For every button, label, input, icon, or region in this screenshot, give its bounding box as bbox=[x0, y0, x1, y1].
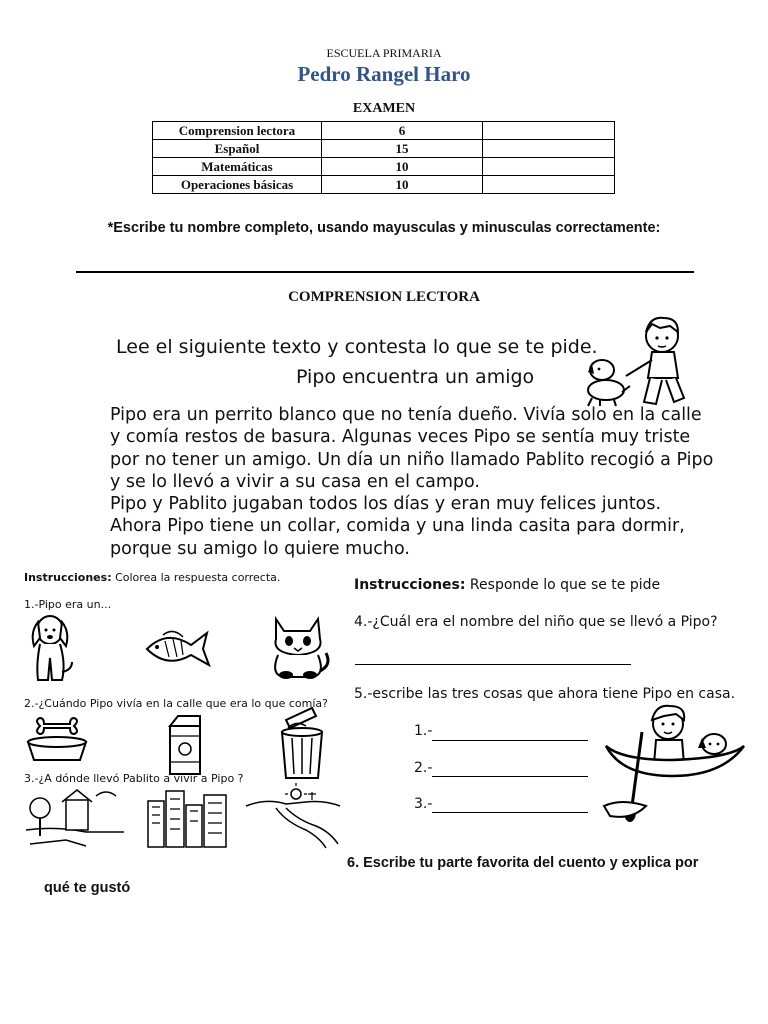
city-icon[interactable] bbox=[26, 786, 126, 848]
grade-cell bbox=[483, 176, 615, 194]
answer-line[interactable] bbox=[432, 776, 588, 777]
question-4: 4.-¿Cuál era el nombre del niño que se llevó a Pipo? bbox=[354, 614, 718, 630]
question-3: 3.-¿A dónde llevó Pablito a vivir a Pipo ? bbox=[24, 772, 244, 785]
story-line: y se lo llevó a vivir a su casa en el campo. bbox=[110, 471, 480, 492]
table-row bbox=[153, 176, 615, 194]
story-line: Pipo y Pablito jugaban todos los días y eran muy felices juntos. bbox=[110, 494, 662, 515]
story-text bbox=[110, 404, 714, 560]
points-cell: 15 bbox=[322, 140, 483, 158]
question-1: 1.-Pipo era un... bbox=[24, 598, 112, 611]
right-instruction bbox=[354, 577, 660, 593]
name-instruction: *Escribe tu nombre completo, usando mayusculas y minusculas correctamente: bbox=[107, 220, 661, 236]
story-line: y comía restos de basura. Algunas veces Pipo se sentía muy triste bbox=[110, 427, 691, 448]
points-cell: 10 bbox=[322, 176, 483, 194]
subject-cell: Operaciones básicas bbox=[153, 176, 322, 194]
fish-icon[interactable] bbox=[143, 627, 211, 669]
exam-title: EXAMEN bbox=[352, 101, 416, 116]
grade-cell bbox=[483, 140, 615, 158]
answer-label: 3.- bbox=[414, 796, 433, 812]
score-table bbox=[152, 121, 615, 194]
story-title: Pipo encuentra un amigo bbox=[296, 366, 535, 388]
story-line: porque su amigo lo quiere mucho. bbox=[110, 538, 410, 559]
dog-bowl-icon[interactable] bbox=[26, 718, 88, 764]
points-cell: 10 bbox=[322, 158, 483, 176]
dog-icon[interactable] bbox=[26, 612, 76, 684]
school-label: ESCUELA PRIMARIA bbox=[326, 46, 442, 60]
answer-label: 1.- bbox=[414, 723, 433, 739]
countryside-icon[interactable] bbox=[246, 786, 342, 848]
q4-answer-line[interactable] bbox=[355, 664, 631, 665]
points-cell: 6 bbox=[322, 122, 483, 140]
subject-cell: Comprension lectora bbox=[153, 122, 322, 140]
answer-label: 2.- bbox=[414, 760, 433, 776]
boy-with-dog-icon bbox=[570, 312, 700, 408]
answer-line[interactable] bbox=[432, 740, 588, 741]
story-line: Ahora Pipo tiene un collar, comida y una linda casita para dormir, bbox=[110, 516, 685, 537]
canoe-icon bbox=[602, 702, 748, 828]
cat-icon[interactable] bbox=[264, 613, 332, 681]
milk-carton-icon[interactable] bbox=[164, 712, 206, 776]
answer-line[interactable] bbox=[432, 812, 588, 813]
table-row bbox=[153, 122, 615, 140]
grade-cell bbox=[483, 122, 615, 140]
subject-cell: Matemáticas bbox=[153, 158, 322, 176]
table-row bbox=[153, 140, 615, 158]
reading-instruction: Lee el siguiente texto y contesta lo que se te pide. bbox=[116, 336, 598, 358]
instruction-label: Instrucciones: bbox=[24, 571, 112, 584]
grade-cell bbox=[483, 158, 615, 176]
story-line: por no tener un amigo. Un día un niño llamado Pablito recogió a Pipo bbox=[110, 449, 714, 470]
name-answer-line[interactable] bbox=[76, 271, 694, 273]
section-title: COMPRENSION LECTORA bbox=[288, 289, 480, 305]
left-instruction bbox=[24, 571, 280, 584]
story-line: Pipo era un perrito blanco que no tenía dueño. Vivía solo en la calle bbox=[110, 405, 702, 425]
buildings-icon[interactable] bbox=[146, 787, 230, 849]
instruction-label: Instrucciones: bbox=[354, 577, 466, 593]
question-2: 2.-¿Cuándo Pipo vivía en la calle que era lo que comía? bbox=[24, 697, 328, 710]
question-5: 5.-escribe las tres cosas que ahora tiene Pipo en casa. bbox=[354, 686, 736, 702]
trash-can-icon[interactable] bbox=[276, 706, 328, 780]
subject-cell: Español bbox=[153, 140, 322, 158]
instruction-text: Responde lo que se te pide bbox=[465, 577, 661, 593]
teacher-name: Pedro Rangel Haro bbox=[297, 62, 471, 86]
question-6: 6. Escribe tu parte favorita del cuento y explica por bbox=[347, 855, 699, 871]
instruction-text: Colorea la respuesta correcta. bbox=[111, 571, 281, 584]
question-6-continued: qué te gustó bbox=[44, 880, 131, 896]
table-row bbox=[153, 158, 615, 176]
